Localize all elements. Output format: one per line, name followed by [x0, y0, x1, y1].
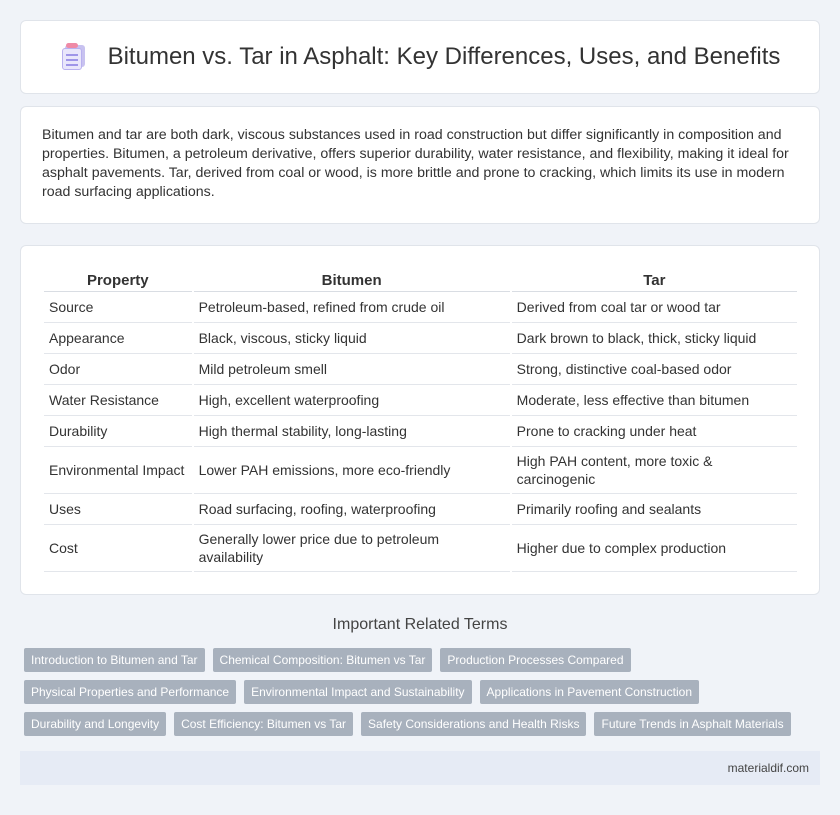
cell-property: Water Resistance — [44, 385, 192, 416]
header-property: Property — [44, 264, 192, 292]
cell-property: Appearance — [44, 323, 192, 354]
related-tag[interactable]: Cost Efficiency: Bitumen vs Tar — [174, 712, 353, 736]
table-row — [44, 354, 797, 385]
cell-property: Odor — [44, 354, 192, 385]
intro-card — [20, 106, 820, 224]
cell-property: Uses — [44, 494, 192, 525]
related-tag[interactable]: Environmental Impact and Sustainability — [244, 680, 471, 704]
cell-tar: Primarily roofing and sealants — [512, 494, 797, 525]
related-tag[interactable]: Safety Considerations and Health Risks — [361, 712, 586, 736]
cell-property: Source — [44, 292, 192, 323]
cell-tar: Higher due to complex production — [512, 525, 797, 572]
related-tag[interactable]: Chemical Composition: Bitumen vs Tar — [213, 648, 433, 672]
cell-tar: Strong, distinctive coal-based odor — [512, 354, 797, 385]
related-tags — [24, 648, 824, 744]
cell-bitumen: Generally lower price due to petroleum availability — [194, 525, 510, 572]
title-wrap — [60, 43, 781, 71]
page-title: Bitumen vs. Tar in Asphalt: Key Differences, Uses, and Benefits — [107, 43, 781, 70]
table-row — [44, 323, 797, 354]
tag-row — [24, 648, 824, 672]
table-row — [44, 494, 797, 525]
table-row — [44, 447, 797, 494]
cell-bitumen: Lower PAH emissions, more eco-friendly — [194, 447, 510, 494]
footer — [20, 751, 820, 785]
table-row — [44, 292, 797, 323]
intro-text: Bitumen and tar are both dark, viscous substances used in road construction but differ significantly in composition and properties. Bitumen, a petroleum derivative, offers superior durability, water resistance, and flexibility, making it ideal for asphalt pavements. Tar, derived from coal or wood, is more brittle and prone to cracking, which limits its use in modern road surfacing applications. — [42, 127, 789, 200]
cell-bitumen: Road surfacing, roofing, waterproofing — [194, 494, 510, 525]
site-credit[interactable]: materialdif.com — [727, 761, 809, 775]
cell-property: Environmental Impact — [44, 447, 192, 494]
comparison-table — [42, 264, 799, 572]
table-row — [44, 525, 797, 572]
document-icon — [60, 43, 88, 71]
related-tag[interactable]: Physical Properties and Performance — [24, 680, 236, 704]
cell-tar: Dark brown to black, thick, sticky liquid — [512, 323, 797, 354]
header-bitumen: Bitumen — [194, 264, 510, 292]
table-row — [44, 416, 797, 447]
related-tag[interactable]: Future Trends in Asphalt Materials — [594, 712, 790, 736]
cell-bitumen: High, excellent waterproofing — [194, 385, 510, 416]
related-tag[interactable]: Introduction to Bitumen and Tar — [24, 648, 205, 672]
cell-bitumen: Petroleum-based, refined from crude oil — [194, 292, 510, 323]
cell-property: Durability — [44, 416, 192, 447]
cell-tar: Derived from coal tar or wood tar — [512, 292, 797, 323]
related-tag[interactable]: Durability and Longevity — [24, 712, 166, 736]
table-row — [44, 385, 797, 416]
cell-tar: Prone to cracking under heat — [512, 416, 797, 447]
header-card — [20, 20, 820, 94]
table-header-row — [44, 264, 797, 292]
cell-tar: High PAH content, more toxic & carcinogenic — [512, 447, 797, 494]
cell-bitumen: Black, viscous, sticky liquid — [194, 323, 510, 354]
cell-tar: Moderate, less effective than bitumen — [512, 385, 797, 416]
cell-bitumen: Mild petroleum smell — [194, 354, 510, 385]
header-tar: Tar — [512, 264, 797, 292]
tag-row — [24, 712, 824, 736]
related-tag[interactable]: Production Processes Compared — [440, 648, 630, 672]
related-tag[interactable]: Applications in Pavement Construction — [480, 680, 699, 704]
tag-row — [24, 680, 824, 704]
comparison-table-card — [20, 245, 820, 595]
cell-bitumen: High thermal stability, long-lasting — [194, 416, 510, 447]
cell-property: Cost — [44, 525, 192, 572]
related-terms-title: Important Related Terms — [332, 616, 508, 633]
